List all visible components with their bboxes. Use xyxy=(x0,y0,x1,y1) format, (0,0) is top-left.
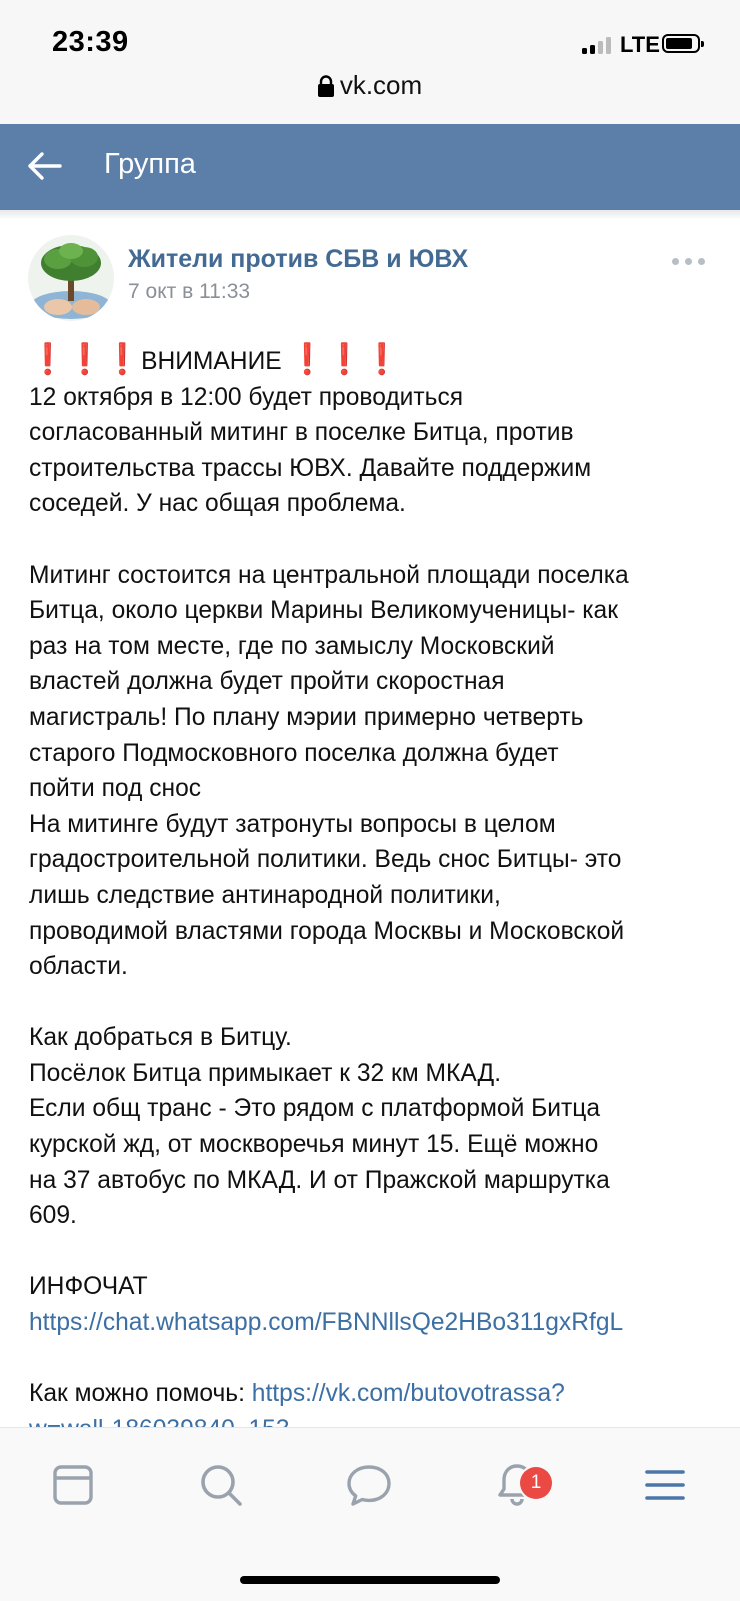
page-title: Группа xyxy=(104,148,196,180)
tab-feed[interactable] xyxy=(46,1458,100,1512)
post-text xyxy=(29,342,719,1447)
text-line: проводимой властями города Москвы и Московской xyxy=(29,917,625,945)
exclamation-icon: ❗ xyxy=(66,343,104,376)
battery-icon xyxy=(662,34,700,53)
group-name-link[interactable]: Жители против СБВ и ЮВХ xyxy=(128,245,469,273)
exclamation-icon: ❗ xyxy=(363,343,401,376)
text-line: Митинг состоится на центральной площади поселка xyxy=(29,561,629,589)
menu-icon xyxy=(638,1458,692,1512)
network-type: LTE xyxy=(620,32,660,57)
more-options-button[interactable] xyxy=(672,254,706,268)
text-line: 609. xyxy=(29,1202,77,1230)
url-text: vk.com xyxy=(339,70,423,100)
text-line: На митинге будут затронуты вопросы в целом xyxy=(29,810,556,838)
arrow-left-icon xyxy=(26,146,66,186)
text-line: области. xyxy=(29,953,128,981)
feed-icon xyxy=(46,1458,100,1512)
status-bar xyxy=(0,0,740,124)
infochat-link[interactable]: https://chat.whatsapp.com/FBNNllsQe2HBo311gxRfgL xyxy=(29,1309,624,1337)
text-line: согласованный митинг в поселке Битца, против xyxy=(29,419,574,447)
help-label: Как можно помочь: xyxy=(29,1380,252,1408)
text-line: градостроительной политики. Ведь снос Битцы- это xyxy=(29,846,622,874)
back-button[interactable] xyxy=(26,146,66,186)
notifications-badge: 1 xyxy=(520,1467,552,1499)
lock-icon xyxy=(318,73,334,104)
help-link[interactable]: https://vk.com/butovotrassa? xyxy=(251,1380,565,1408)
exclamation-icon: ❗ xyxy=(325,343,364,376)
exclamation-icon: ❗ xyxy=(29,343,67,376)
exclamation-icon: ❗ xyxy=(103,343,142,376)
clock: 23:39 xyxy=(52,26,129,58)
text-line: магистраль! По плану мэрии примерно четверть xyxy=(29,703,584,731)
search-icon xyxy=(194,1458,248,1512)
attention-word: ВНИМАНИЕ xyxy=(141,348,282,375)
messages-icon xyxy=(342,1458,396,1512)
attention-line xyxy=(29,342,719,380)
bottom-tab-bar xyxy=(0,1427,740,1601)
text-line: Посёлок Битца примыкает к 32 км МКАД. xyxy=(29,1059,502,1087)
text-line: соседей. У нас общая проблема. xyxy=(29,490,406,518)
text-line: раз на том месте, где по замыслу Московский xyxy=(29,632,555,660)
tab-messages[interactable] xyxy=(342,1458,396,1512)
text-line: на 37 автобус по МКАД. И от Пражской маршрутка xyxy=(29,1166,610,1194)
tab-search[interactable] xyxy=(194,1458,248,1512)
signal-strength-icon xyxy=(582,36,618,54)
post-date[interactable]: 7 окт в 11:33 xyxy=(128,280,251,303)
text-line: старого Подмосковного поселка должна будет xyxy=(29,739,559,767)
text-line: властей должна будет пройти скоростная xyxy=(29,668,505,696)
header-shadow xyxy=(0,210,740,220)
app-header xyxy=(0,124,740,210)
infochat-label: ИНФОЧАТ xyxy=(29,1273,148,1301)
group-avatar[interactable] xyxy=(28,235,114,321)
text-line: Как добраться в Битцу. xyxy=(29,1024,292,1052)
text-line: курской жд, от москворечья минут 15. Ещё можно xyxy=(29,1131,599,1159)
text-line: строительства трассы ЮВХ. Давайте поддержим xyxy=(29,454,592,482)
tab-menu[interactable] xyxy=(638,1458,692,1512)
home-indicator[interactable] xyxy=(240,1576,500,1584)
text-line: пойти под снос xyxy=(29,775,202,803)
address-bar[interactable] xyxy=(0,70,740,104)
exclamation-icon: ❗ xyxy=(288,343,326,376)
text-line: лишь следствие антинародной политики, xyxy=(29,881,501,909)
text-line: Битца, около церкви Марины Великомученицы- как xyxy=(29,597,618,625)
text-line: 12 октября в 12:00 будет проводиться xyxy=(29,383,464,411)
text-line: Если общ транс - Это рядом с платформой Битца xyxy=(29,1095,601,1123)
